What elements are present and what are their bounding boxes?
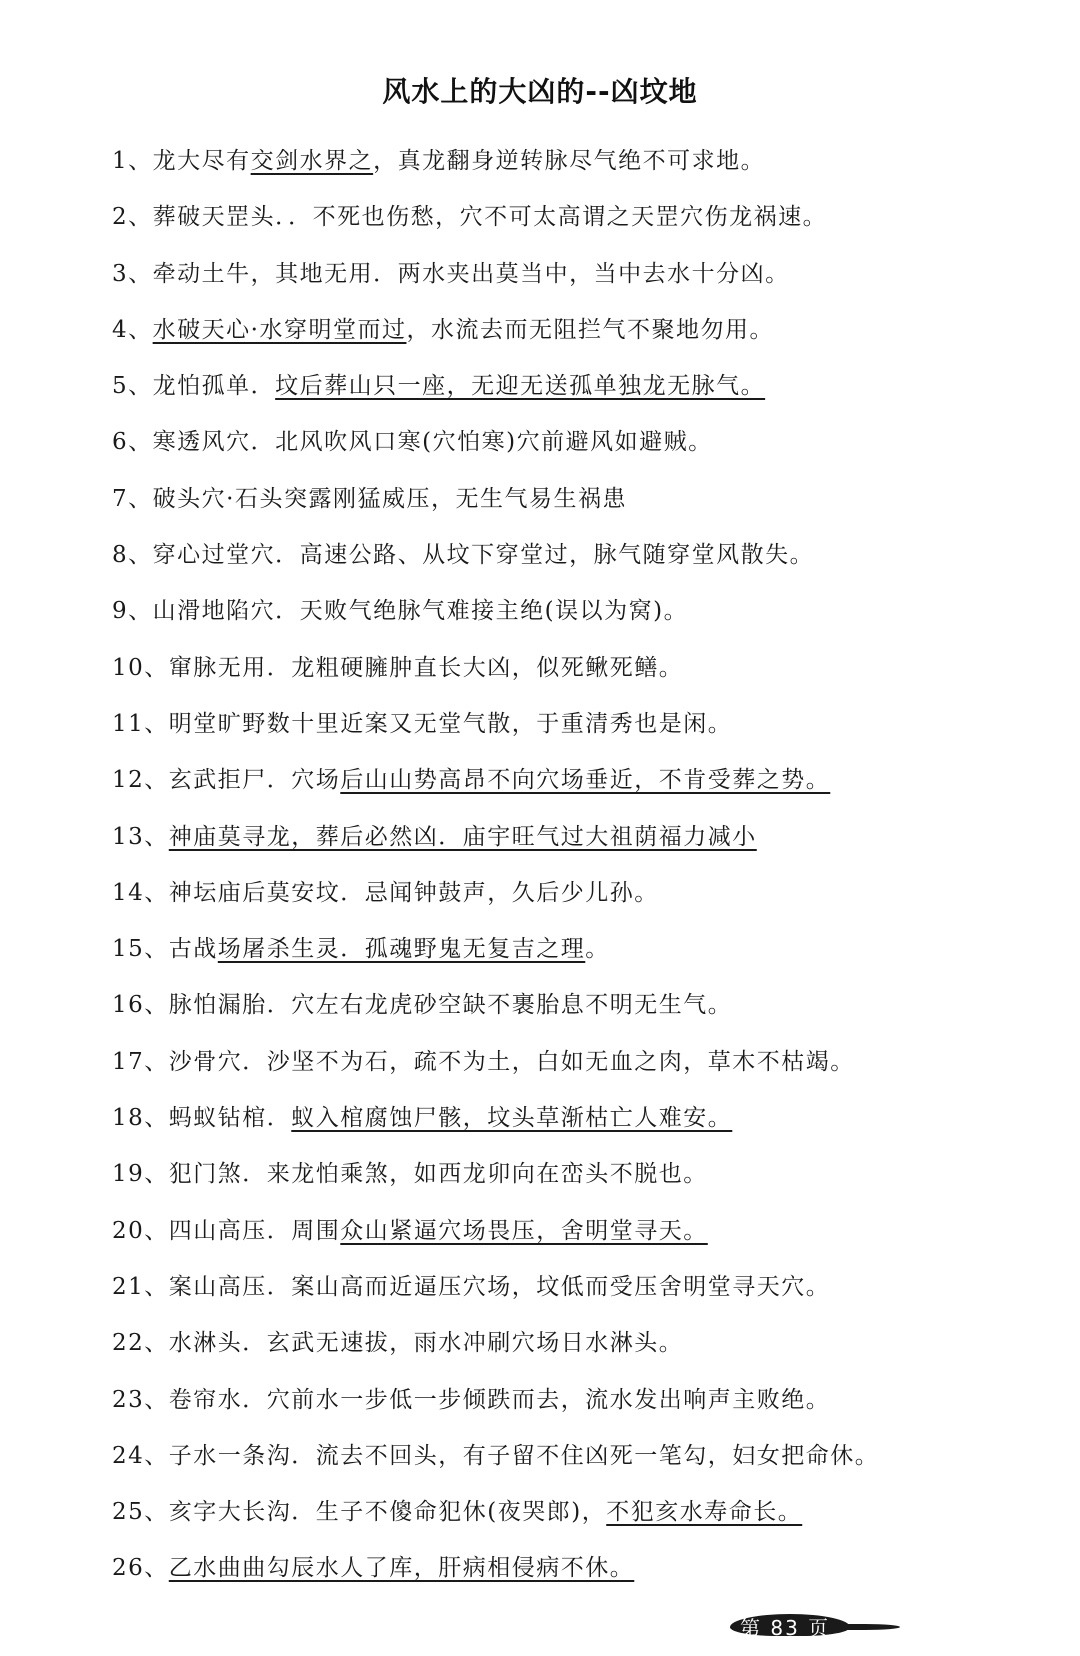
item-text: 破头穴·石头突露刚猛威压，无生气易生祸患 [152, 485, 627, 512]
item-text: 窜脉无用．龙粗硬臃肿直长大凶，似死鳅死鳝。 [168, 654, 684, 681]
item-text: 水淋头．玄武无速拔，雨水冲刷穴场日水淋头。 [168, 1330, 684, 1357]
list-item [112, 1492, 1052, 1548]
item-text: 明堂旷野数十里近案又无堂气散，于重清秀也是闲。 [168, 710, 733, 737]
item-text: 卷帘水．穴前水一步低一步倾跌而去，流水发出响声主败绝。 [168, 1386, 831, 1413]
item-number: 5、 [112, 373, 153, 400]
list-item [112, 1154, 1052, 1210]
item-number: 6、 [112, 429, 153, 456]
page-number-badge [720, 1610, 900, 1640]
underlined-text: 场屠杀生灵．孤魂野鬼无复吉之理 [217, 936, 586, 963]
underlined-text: 众山紧逼穴场畏压，舍明堂寻天。 [340, 1217, 708, 1244]
item-text: 神坛庙后莫安坟．忌闻钟鼓声，久后少儿孙。 [168, 879, 659, 906]
list-item [112, 704, 1052, 760]
list-item [112, 141, 1052, 197]
list-item [112, 1098, 1052, 1154]
item-number: 3、 [112, 260, 153, 287]
list-item [112, 1042, 1052, 1098]
item-text: 子水一条沟．流去不回头，有子留不住凶死一笔勾，妇女把命休。 [168, 1442, 880, 1469]
item-text: 古战 [168, 936, 218, 963]
underlined-text: 坟后葬山只一座，无迎无送孤单独龙无脉气。 [275, 373, 766, 400]
item-number: 7、 [112, 485, 153, 512]
item-text: 蚂蚁钻棺． [168, 1105, 292, 1132]
list-item [112, 1267, 1052, 1323]
list-item [112, 648, 1052, 704]
list-item [112, 1548, 1052, 1604]
item-text: 玄武拒尸．穴场 [168, 767, 341, 794]
item-text: 穿心过堂穴．高速公路、从坟下穿堂过，脉气随穿堂风散失。 [152, 542, 815, 569]
item-text: 亥字大长沟．生子不傻命犯休(夜哭郎)， [168, 1499, 607, 1526]
item-text: 案山高压．案山高而近逼压穴场，坟低而受压舍明堂寻天穴。 [168, 1273, 831, 1300]
item-number: 1、 [112, 148, 153, 174]
list-item [112, 1436, 1052, 1492]
list-item [112, 985, 1052, 1041]
item-number: 17、 [112, 1048, 169, 1075]
item-number: 25、 [112, 1499, 169, 1526]
page-number-ink-tail [830, 1624, 900, 1630]
item-number: 9、 [112, 598, 153, 625]
item-number: 11、 [112, 710, 169, 737]
underlined-text: 交剑水界之 [250, 148, 374, 174]
item-text: 沙骨穴．沙坚不为石，疏不为土，白如无血之肉，草木不枯竭。 [168, 1048, 855, 1075]
item-text: 龙怕孤单． [152, 373, 276, 400]
list-item [112, 817, 1052, 873]
underlined-text: 不犯亥水寿命长。 [606, 1499, 803, 1526]
list-item [112, 197, 1052, 253]
list-item [112, 591, 1052, 647]
item-number: 18、 [112, 1105, 169, 1132]
underlined-text: 神庙莫寻龙，葬后必然凶．庙宇旺气过大祖荫福力减小 [168, 823, 757, 850]
underlined-text: 蚁入棺腐蚀尸骸，坟头草渐枯亡人难安。 [291, 1105, 733, 1132]
page-title: 风水上的大凶的--凶坟地 [382, 75, 698, 108]
item-text: 犯门煞．来龙怕乘煞，如西龙卯向在峦头不脱也。 [168, 1161, 708, 1188]
item-number: 12、 [112, 767, 169, 794]
item-number: 10、 [112, 654, 169, 681]
item-text: 寒透风穴．北风吹风口寒(穴怕寒)穴前避风如避贼。 [152, 429, 713, 456]
list-item [112, 1323, 1052, 1379]
underlined-text: 乙水曲曲勾辰水人了库，肝病相侵病不休。 [168, 1555, 635, 1582]
item-number: 21、 [112, 1273, 169, 1300]
item-number: 8、 [112, 542, 153, 569]
item-number: 16、 [112, 992, 169, 1019]
item-text: ，水流去而无阻拦气不聚地勿用。 [406, 316, 774, 343]
item-number: 19、 [112, 1161, 169, 1188]
list-item [112, 1211, 1052, 1267]
item-number: 14、 [112, 879, 169, 906]
list-item [112, 479, 1052, 535]
item-number: 22、 [112, 1330, 169, 1357]
entry-list [112, 141, 1052, 1605]
list-item [112, 929, 1052, 985]
item-text: 。 [585, 936, 610, 963]
item-number: 4、 [112, 316, 153, 343]
item-number: 13、 [112, 823, 169, 850]
list-item [112, 535, 1052, 591]
item-text: 葬破天罡头．．不死也伤愁，穴不可太高谓之天罡穴伤龙祸速。 [152, 204, 828, 231]
item-text: 山滑地陷穴．天败气绝脉气难接主绝(误以为窝)。 [152, 598, 689, 625]
list-item [112, 760, 1052, 816]
item-number: 2、 [112, 204, 153, 231]
list-item [112, 366, 1052, 422]
item-number: 26、 [112, 1555, 169, 1582]
item-number: 15、 [112, 936, 169, 963]
underlined-text: 水破天心·水穿明堂而过 [152, 316, 407, 343]
item-text: ，真龙翻身逆转脉尽气绝不可求地。 [373, 148, 766, 174]
list-item [112, 254, 1052, 310]
list-item [112, 1380, 1052, 1436]
item-number: 20、 [112, 1217, 169, 1244]
item-number: 23、 [112, 1386, 169, 1413]
page-number: 第 83 页 [740, 1616, 831, 1640]
item-text: 牵动土牛，其地无用．两水夹出莫当中，当中去水十分凶。 [152, 260, 790, 287]
underlined-text: 后山山势高昂不向穴场垂近，不肯受葬之势。 [340, 767, 831, 794]
item-text: 四山高压．周围 [168, 1217, 341, 1244]
list-item [112, 422, 1052, 478]
list-item [112, 310, 1052, 366]
item-number: 24、 [112, 1442, 169, 1469]
list-item [112, 873, 1052, 929]
item-text: 脉怕漏胎．穴左右龙虎砂空缺不裹胎息不明无生气。 [168, 992, 733, 1019]
item-text: 龙大尽有 [152, 148, 251, 174]
